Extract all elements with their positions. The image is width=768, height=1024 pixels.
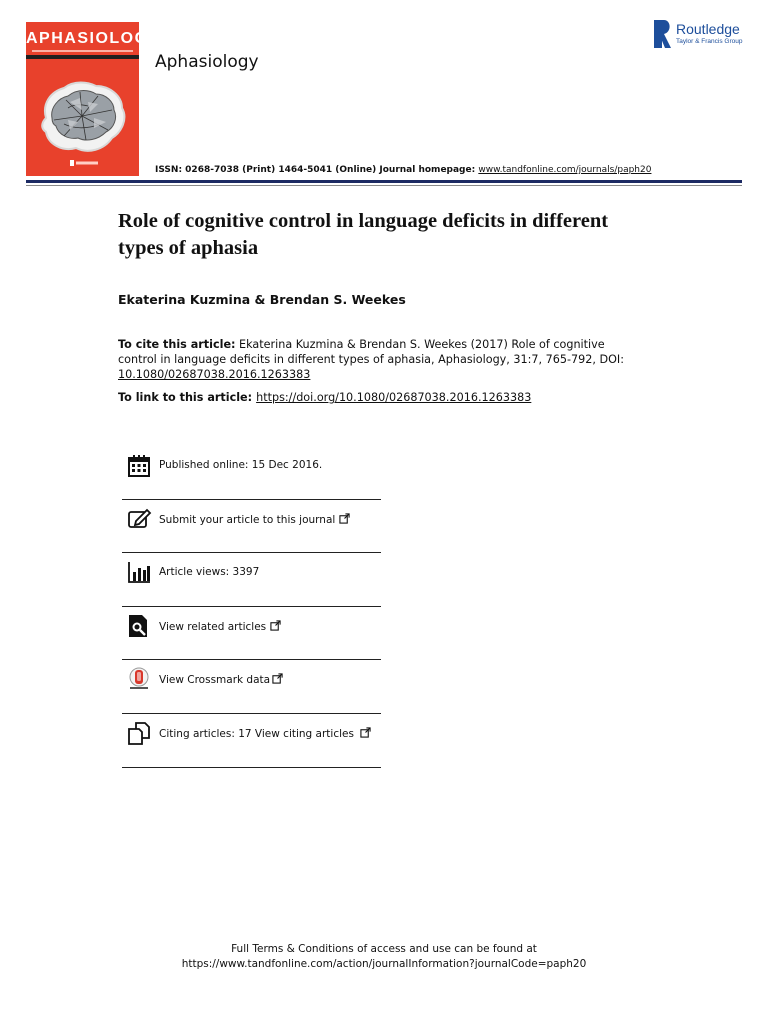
cover-routledge-logo — [70, 160, 100, 166]
info-row-related[interactable] — [122, 607, 381, 661]
issn-line — [155, 165, 651, 175]
cite-label: To cite this article: — [118, 338, 236, 351]
journal-cover-image — [26, 22, 161, 176]
journal-name: Aphasiology — [155, 52, 259, 72]
document-search-icon — [127, 614, 151, 638]
info-row-submit[interactable] — [122, 500, 381, 554]
cite-text: Ekaterina Kuzmina & Brendan S. Weekes (2017) Role of cognitive control in language deficits in different types of aphasia, Aphasiology, 31:7, 765-792, DOI: — [118, 338, 624, 366]
citing-articles-label: Citing articles: 17 View citing articles — [159, 727, 354, 740]
related-articles-label: View related articles — [159, 620, 267, 633]
routledge-r-icon — [652, 20, 672, 50]
external-link-icon — [270, 620, 281, 631]
submit-article-label: Submit your article to this journal — [159, 513, 336, 526]
publisher-name: Routledge — [676, 21, 740, 37]
footer-terms-url[interactable]: https://www.tandfonline.com/action/journalInformation?journalCode=paph20 — [181, 958, 587, 970]
issn-text: ISSN: 0268-7038 (Print) 1464-5041 (Online) Journal homepage: — [155, 165, 479, 175]
related-articles-link[interactable] — [159, 620, 281, 633]
header-rule — [26, 180, 742, 183]
cite-doi-link[interactable]: 10.1080/02687038.2016.1263383 — [118, 368, 311, 381]
crossmark-icon — [127, 667, 151, 691]
terms-footer — [0, 942, 768, 972]
cover-band — [26, 55, 139, 59]
external-link-icon — [360, 727, 371, 738]
calendar-icon — [127, 454, 151, 478]
edit-icon — [127, 507, 151, 531]
article-views: Article views: 3397 — [159, 566, 260, 579]
cover-subtitle-bar — [32, 50, 133, 52]
footer-terms-text: Full Terms & Conditions of access and use can be found at — [231, 943, 537, 955]
article-authors: Ekaterina Kuzmina & Brendan S. Weekes — [118, 292, 406, 307]
article-doi-url[interactable]: https://doi.org/10.1080/02687038.2016.1263383 — [256, 391, 532, 404]
crossmark-link[interactable] — [159, 673, 283, 686]
citation-block — [118, 337, 638, 382]
cover-brain-illustration — [36, 74, 130, 160]
header-rule-thin — [26, 185, 742, 186]
published-date: Published online: 15 Dec 2016. — [159, 459, 323, 471]
cover-title: APHASIOLOGY — [26, 30, 161, 47]
submit-article-link[interactable] — [159, 513, 350, 526]
article-link-line — [118, 391, 531, 404]
routledge-logo — [652, 20, 752, 50]
crossmark-label: View Crossmark data — [159, 674, 271, 687]
info-row-crossmark[interactable] — [122, 660, 381, 714]
external-link-icon — [272, 673, 283, 684]
info-row-citing[interactable] — [122, 714, 381, 768]
link-label: To link to this article: — [118, 391, 253, 404]
citing-documents-icon — [127, 721, 151, 745]
article-info-list — [122, 446, 381, 768]
info-row-views — [122, 553, 381, 607]
external-link-icon — [339, 513, 350, 524]
publisher-group: Taylor & Francis Group — [676, 38, 743, 45]
info-row-published — [122, 446, 381, 500]
citing-articles-link[interactable] — [159, 727, 371, 740]
article-title: Role of cognitive control in language deficits in different types of aphasia — [118, 210, 609, 259]
journal-homepage-link[interactable]: www.tandfonline.com/journals/paph20 — [478, 165, 652, 175]
bar-chart-icon — [127, 560, 151, 584]
